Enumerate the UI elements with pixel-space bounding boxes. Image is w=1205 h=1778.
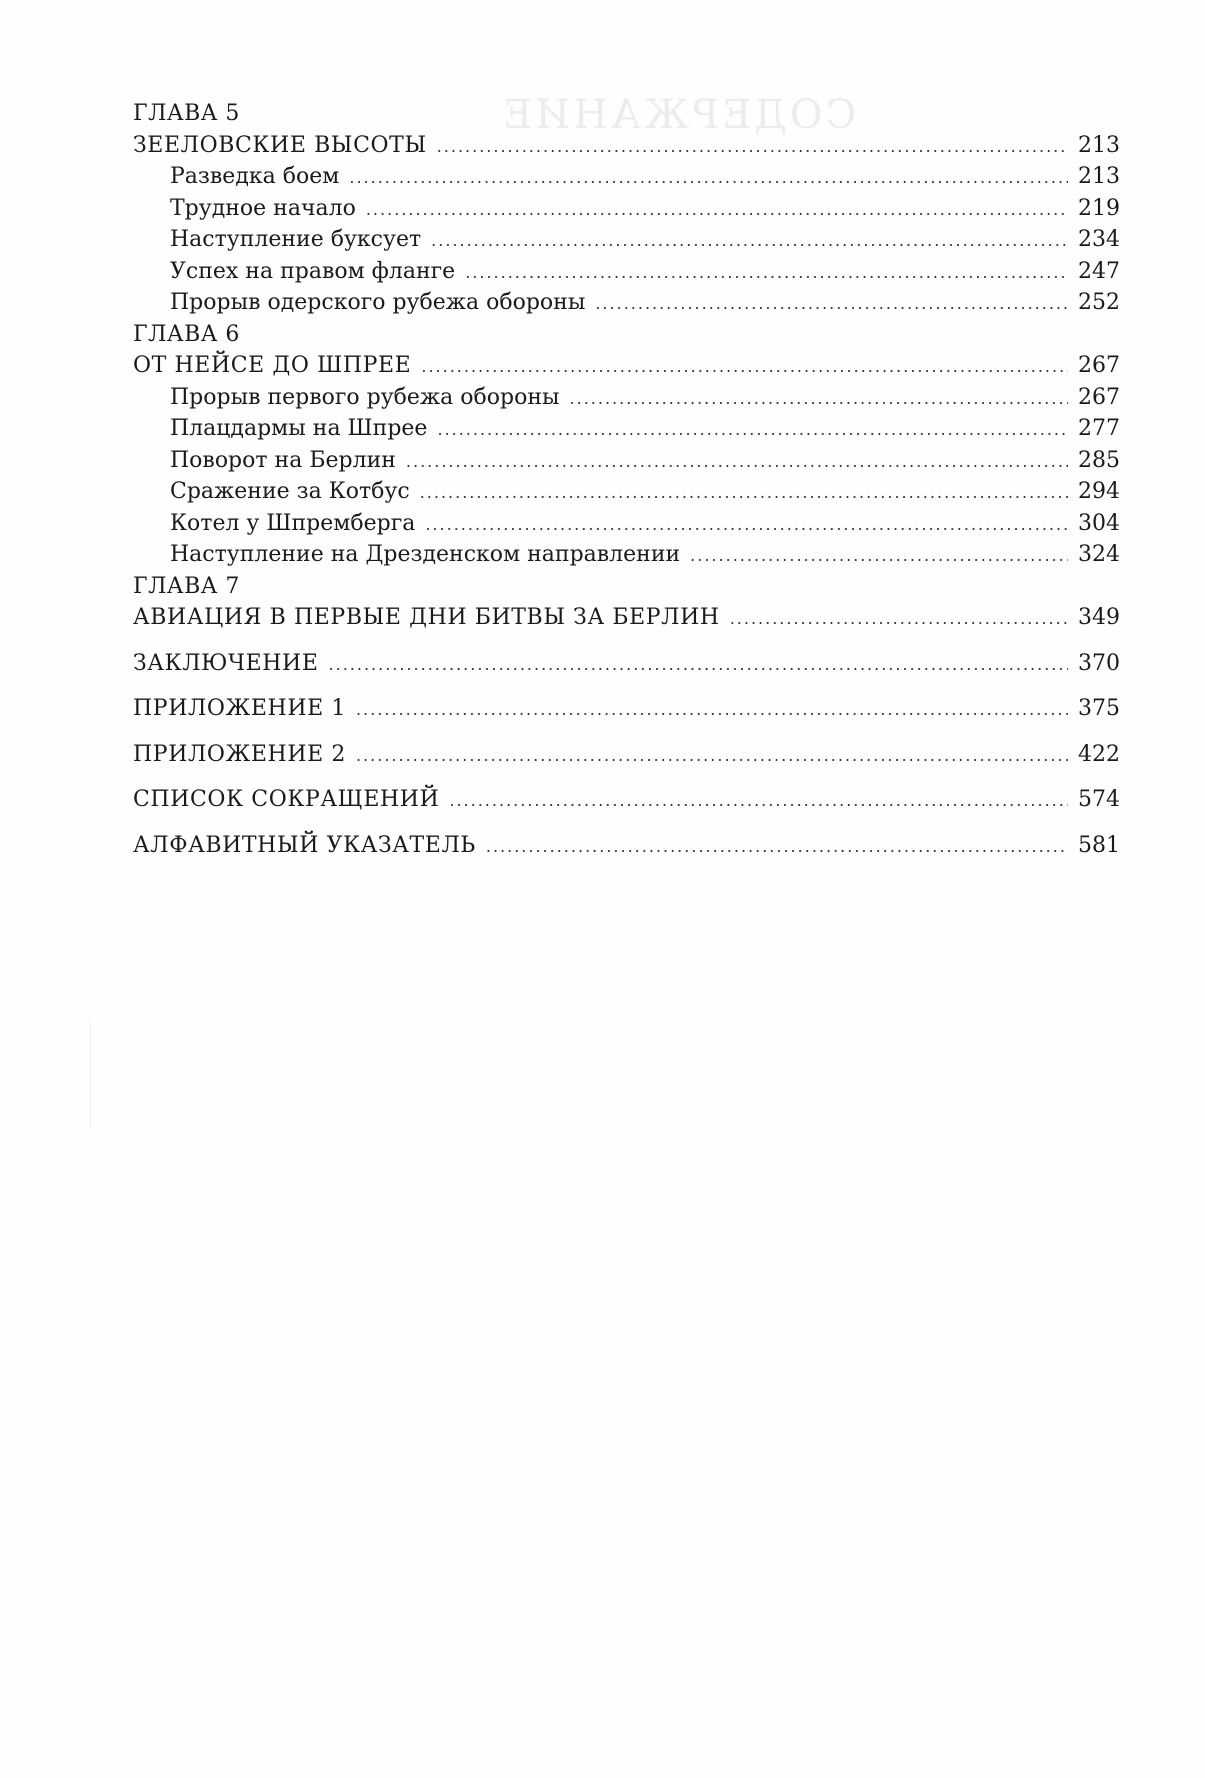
- toc-row: [133, 784, 1120, 816]
- dot-leader: [421, 351, 1068, 383]
- dot-leader: [690, 540, 1068, 572]
- toc-entry-title: Наступление буксует: [170, 227, 422, 252]
- toc-row: [133, 476, 1120, 508]
- toc-row: [133, 382, 1120, 414]
- dot-leader: [570, 383, 1068, 415]
- toc-entry-title: ГЛАВА 6: [133, 321, 240, 347]
- toc-row: [133, 350, 1120, 382]
- dot-leader: [425, 509, 1068, 541]
- toc-page-number: 267: [1078, 353, 1120, 378]
- toc-entry-title: Поворот на Берлин: [170, 447, 396, 473]
- toc-entry-title: Котел у Шпремберга: [170, 510, 416, 536]
- toc-page-number: 285: [1078, 447, 1120, 473]
- dot-leader: [730, 603, 1068, 635]
- toc-entry-title: СПИСОК СОКРАЩЕНИЙ: [133, 787, 440, 812]
- toc-entry-title: Сражение за Котбус: [170, 479, 410, 504]
- toc-row: [133, 98, 1120, 130]
- ghost-heading: СОДЕРЖАНИЕ: [500, 92, 857, 138]
- dot-leader: [356, 740, 1068, 772]
- toc-row: [133, 161, 1120, 193]
- toc-page-number: 581: [1078, 832, 1120, 858]
- toc-entry-title: Плацдармы на Шпрее: [170, 416, 428, 441]
- dot-leader: [431, 225, 1068, 257]
- dot-leader: [349, 162, 1068, 194]
- toc-page-number: 213: [1078, 132, 1120, 158]
- toc-page-number: 234: [1078, 227, 1120, 252]
- toc-entry-title: ПРИЛОЖЕНИЕ 1: [133, 696, 346, 721]
- toc-entry-title: ОТ НЕЙСЕ ДО ШПРЕЕ: [133, 353, 412, 378]
- toc-page-number: 574: [1078, 787, 1120, 812]
- toc-page-number: 277: [1078, 416, 1120, 441]
- toc-page-number: 247: [1078, 258, 1120, 284]
- toc-entry-title: ЗЕЕЛОВСКИЕ ВЫСОТЫ: [133, 132, 427, 158]
- dot-leader: [356, 694, 1068, 726]
- toc-page-number: 375: [1078, 696, 1120, 721]
- dot-leader: [449, 785, 1068, 817]
- toc-row: [133, 539, 1120, 571]
- dot-leader: [329, 649, 1068, 681]
- toc-row: [133, 130, 1120, 162]
- toc-page-number: 252: [1078, 290, 1120, 315]
- toc-row: [133, 571, 1120, 603]
- toc-row: [133, 648, 1120, 680]
- dot-leader: [437, 131, 1068, 163]
- toc-row: [133, 256, 1120, 288]
- toc-row: [133, 319, 1120, 351]
- dot-leader: [595, 288, 1068, 320]
- toc-row: [133, 739, 1120, 771]
- toc-row: [133, 602, 1120, 634]
- toc-entry-title: Наступление на Дрезденском направлении: [170, 542, 681, 567]
- toc-entry-title: ГЛАВА 7: [133, 573, 240, 599]
- paper-crease: [90, 1020, 91, 1130]
- toc-page-number: 304: [1078, 510, 1120, 536]
- toc-row: [133, 830, 1120, 862]
- toc-page-number: 324: [1078, 542, 1120, 567]
- toc-row: [133, 193, 1120, 225]
- toc-page-number: 213: [1078, 164, 1120, 189]
- toc-row: [133, 445, 1120, 477]
- toc-page-number: 370: [1078, 650, 1120, 676]
- toc-entry-title: Успех на правом фланге: [170, 258, 456, 284]
- toc-entry-title: Разведка боем: [170, 164, 340, 189]
- toc-row: [133, 413, 1120, 445]
- toc-page-number: 294: [1078, 479, 1120, 504]
- toc-row: [133, 287, 1120, 319]
- toc-entry-title: ГЛАВА 5: [133, 101, 240, 126]
- toc-entry-title: Прорыв первого рубежа обороны: [170, 384, 560, 410]
- dot-leader: [366, 194, 1068, 226]
- dot-leader: [437, 414, 1068, 446]
- toc-page-number: 349: [1078, 605, 1120, 630]
- dot-leader: [420, 477, 1068, 509]
- toc-entry-title: АВИАЦИЯ В ПЕРВЫЕ ДНИ БИТВЫ ЗА БЕРЛИН: [133, 605, 720, 630]
- dot-leader: [465, 257, 1068, 289]
- toc-page-number: 422: [1078, 741, 1120, 767]
- dot-leader: [486, 831, 1068, 863]
- toc-row: [133, 508, 1120, 540]
- toc-entry-title: АЛФАВИТНЫЙ УКАЗАТЕЛЬ: [133, 832, 476, 858]
- toc-entry-title: Трудное начало: [170, 195, 356, 221]
- toc-page-number: 219: [1078, 195, 1120, 221]
- toc-row: [133, 224, 1120, 256]
- toc-page-number: 267: [1078, 384, 1120, 410]
- toc-entry-title: ПРИЛОЖЕНИЕ 2: [133, 741, 346, 767]
- toc-entry-title: Прорыв одерского рубежа обороны: [170, 290, 586, 315]
- toc-row: [133, 693, 1120, 725]
- dot-leader: [406, 446, 1068, 478]
- toc-entry-title: ЗАКЛЮЧЕНИЕ: [133, 650, 319, 676]
- table-of-contents: [133, 98, 1120, 861]
